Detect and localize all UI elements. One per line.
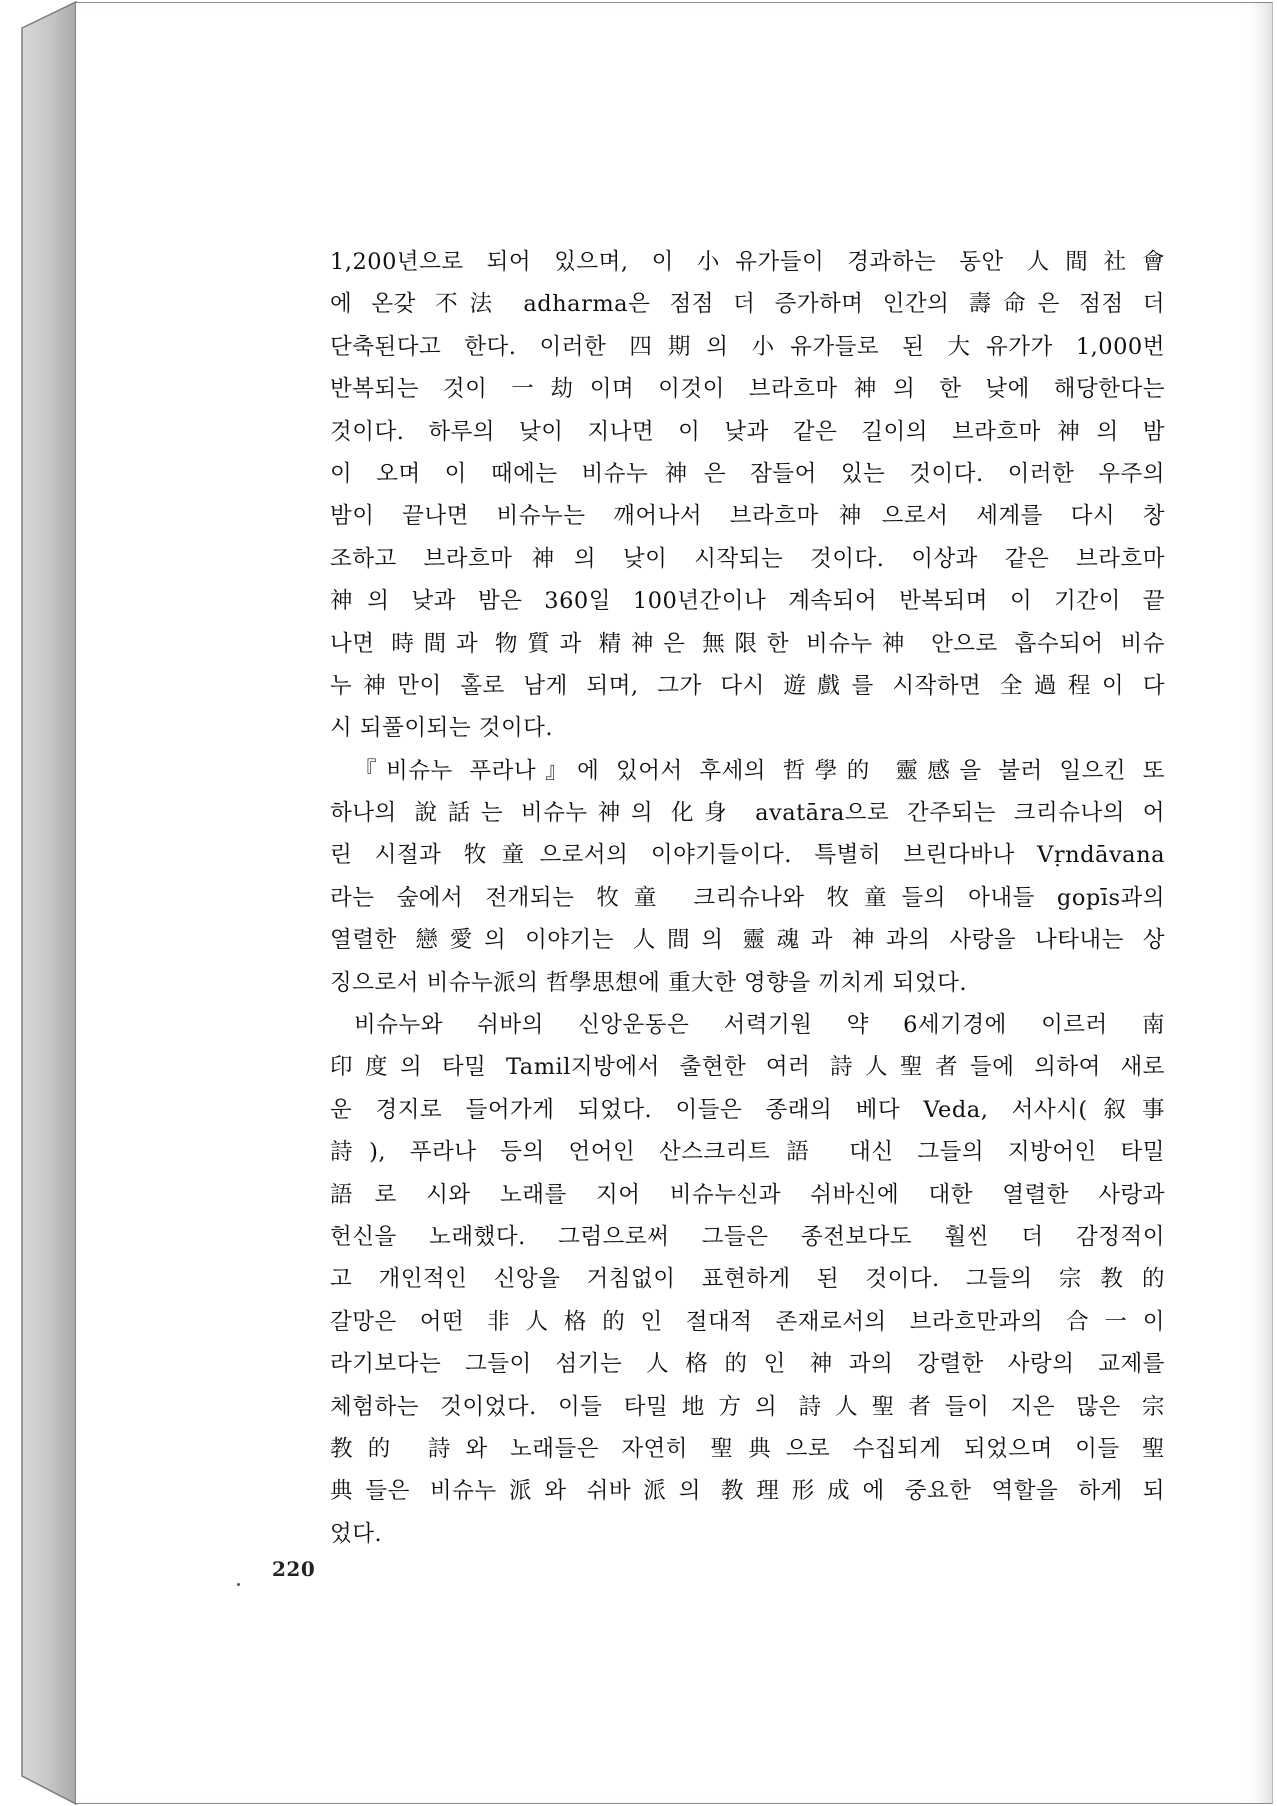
text-line: 단축된다고 한다. 이러한 四期의 小유가들로 된 大유가가 1,000번 — [330, 333, 1165, 360]
text-line: 詩), 푸라나 등의 언어인 산스크리트語 대신 그들의 지방어인 타밀 — [330, 1139, 1165, 1166]
text-line: 밤이 끝나면 비슈누는 깨어나서 브라흐마神으로서 세계를 다시 창 — [330, 503, 1165, 530]
text-line: 라는 숲에서 전개되는 牧童 크리슈나와 牧童들의 아내들 gopīs과의 — [330, 884, 1165, 911]
text-line: 語로 시와 노래를 지어 비슈누신과 쉬바신에 대한 열렬한 사랑과 — [330, 1181, 1165, 1208]
scan-speck — [237, 1583, 240, 1586]
text-line: 이 오며 이 때에는 비슈누神은 잠들어 있는 것이다. 이러한 우주의 — [330, 460, 1165, 487]
page-number: 220 — [272, 1557, 316, 1581]
text-line: 비슈누와 쉬바의 신앙운동은 서력기원 약 6세기경에 이르러 南 — [354, 1012, 1165, 1039]
text-line: 운 경지로 들어가게 되었다. 이들은 종래의 베다 Veda, 서사시(叙事 — [330, 1096, 1165, 1123]
text-line: 神의 낮과 밤은 360일 100년간이나 계속되어 반복되며 이 기간이 끝 — [330, 588, 1165, 615]
body-text — [330, 241, 1165, 1555]
text-line: 고 개인적인 신앙을 거침없이 표현하게 된 것이다. 그들의 宗教的 — [330, 1266, 1165, 1293]
text-line: 체험하는 것이었다. 이들 타밀地方의 詩人聖者들이 지은 많은 宗 — [330, 1393, 1165, 1420]
book-page — [76, 2, 1273, 1804]
text-line: 징으로서 비슈누派의 哲學思想에 重大한 영향을 끼치게 되었다. — [330, 969, 968, 996]
text-line: 반복되는 것이 一劫이며 이것이 브라흐마神의 한 낮에 해당한다는 — [330, 376, 1165, 403]
text-line: 印度의 타밀 Tamil지방에서 출현한 여러 詩人聖者들에 의하여 새로 — [330, 1054, 1165, 1081]
text-line: 누神만이 홀로 남게 되며, 그가 다시 遊戲를 시작하면 全過程이 다 — [330, 672, 1165, 699]
text-line: 갈망은 어떤 非人格的인 절대적 존재로서의 브라흐만과의 合一이 — [330, 1308, 1165, 1335]
text-line: 典들은 비슈누派와 쉬바派의 教理形成에 중요한 역할을 하게 되 — [330, 1478, 1165, 1505]
text-line: 조하고 브라흐마神의 낮이 시작되는 것이다. 이상과 같은 브라흐마 — [330, 545, 1165, 572]
text-line: 에 온갖 不法 adharma은 점점 더 증가하며 인간의 壽命은 점점 더 — [330, 291, 1165, 318]
text-line: 열렬한 戀愛의 이야기는 人間의 靈魂과 神과의 사랑을 나타내는 상 — [330, 927, 1165, 954]
text-line: 시 되풀이되는 것이다. — [330, 715, 554, 742]
text-line: 『비슈누 푸라나』에 있어서 후세의 哲學的 靈感을 불러 일으킨 또 — [354, 757, 1165, 784]
text-line: 린 시절과 牧童으로서의 이야기들이다. 특별히 브린다바나 Vṛndāvana — [330, 842, 1165, 869]
text-line: 라기보다는 그들이 섬기는 人格的인 神과의 강렬한 사랑의 교제를 — [330, 1351, 1165, 1378]
text-line: 1,200년으로 되어 있으며, 이 小유가들이 경과하는 동안 人間社會 — [330, 249, 1165, 275]
text-line: 것이다. 하루의 낮이 지나면 이 낮과 같은 길이의 브라흐마神의 밤 — [330, 418, 1165, 445]
text-line: 었다. — [330, 1520, 383, 1547]
text-line: 나면 時間과 物質과 精神은 無限한 비슈누神 안으로 흡수되어 비슈 — [330, 630, 1165, 657]
book-spine — [0, 0, 80, 1806]
text-line: 하나의 說話는 비슈누神의 化身 avatāra으로 간주되는 크리슈나의 어 — [330, 800, 1165, 827]
text-line: 教的 詩와 노래들은 자연히 聖典으로 수집되게 되었으며 이들 聖 — [330, 1435, 1165, 1462]
text-line: 헌신을 노래했다. 그럼으로써 그들은 종전보다도 훨씬 더 감정적이 — [330, 1223, 1165, 1250]
